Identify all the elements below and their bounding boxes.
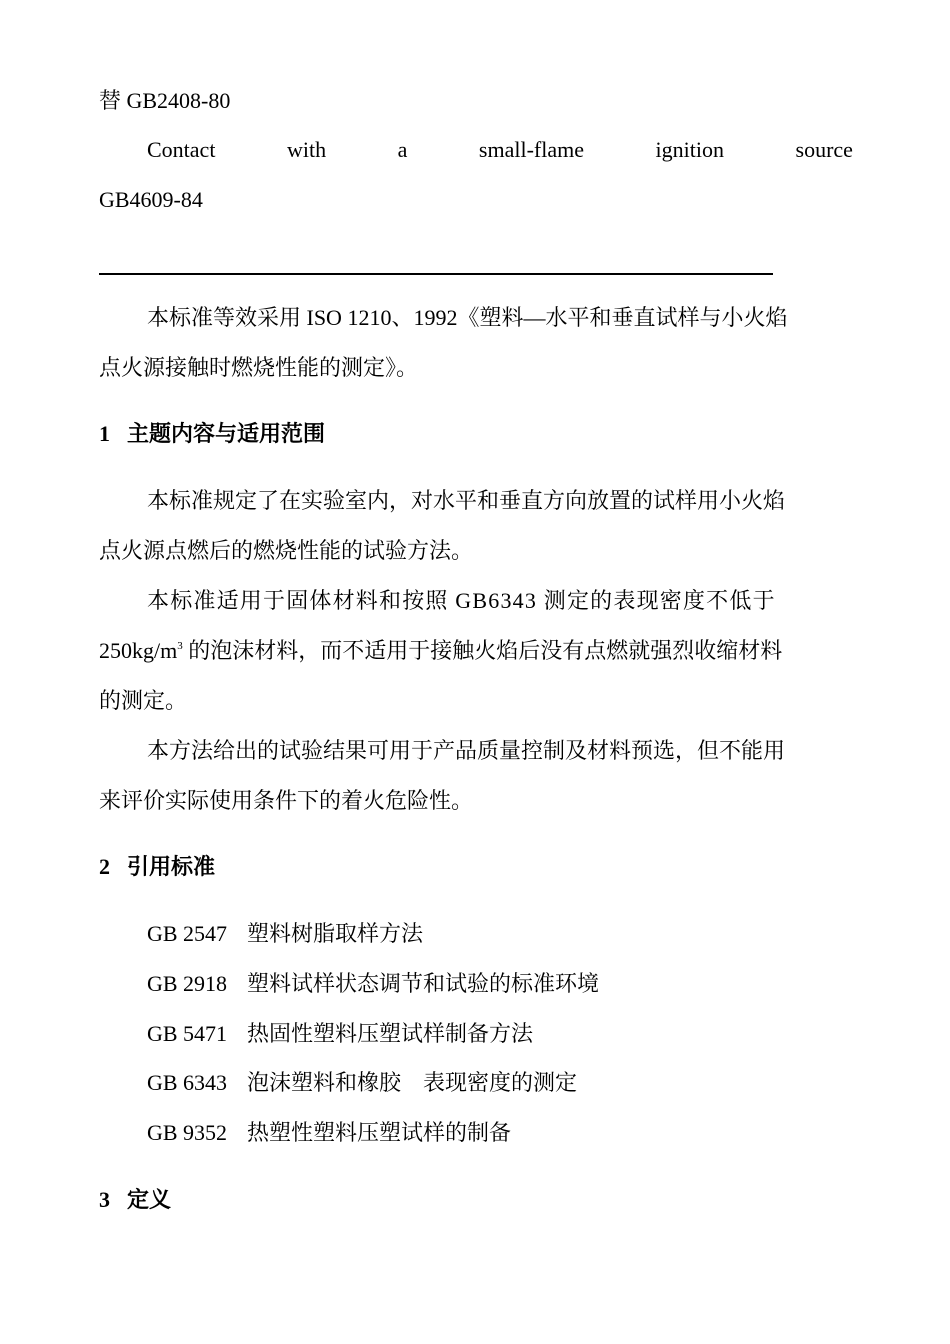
reference-title: 热塑性塑料压塑试样的制备	[247, 1120, 512, 1145]
section-heading-1	[99, 419, 853, 449]
paragraph-line: 本方法给出的试验结果可用于产品质量控制及材料预选，但不能用	[147, 738, 786, 763]
reference-code: GB 2547	[147, 921, 228, 946]
replaces-line-2: GB4609-84	[99, 187, 203, 212]
reference-item	[147, 1118, 853, 1148]
section-number: 2	[99, 854, 110, 879]
reference-item	[147, 1019, 853, 1049]
english-title-word: Contact	[147, 137, 216, 162]
english-title-word: a	[397, 137, 408, 162]
reference-title: 热固性塑料压塑试样制备方法	[247, 1021, 534, 1046]
paragraph-line: 本标准适用于固体材料和按照 GB6343 测定的表现密度不低于	[147, 588, 776, 613]
paragraph-text: 的泡沫材料，而不适用于接触火焰后没有点燃就强烈收缩材料	[188, 638, 783, 663]
reference-item	[147, 969, 853, 999]
section-title: 主题内容与适用范围	[127, 421, 326, 446]
reference-title: 塑料树脂取样方法	[247, 921, 424, 946]
superscript: 3	[177, 640, 183, 652]
section-number: 3	[99, 1187, 110, 1212]
reference-code: GB 5471	[147, 1021, 228, 1046]
density-value: 250kg/m	[99, 638, 178, 663]
english-title-line	[147, 135, 853, 165]
section-title: 定义	[127, 1187, 172, 1212]
reference-code: GB 9352	[147, 1120, 228, 1145]
section-heading-3	[99, 1185, 853, 1215]
english-title-word: with	[286, 137, 327, 162]
reference-title: 塑料试样状态调节和试验的标准环境	[247, 971, 600, 996]
reference-item	[147, 919, 853, 949]
reference-title: 泡沫塑料和橡胶 表现密度的测定	[247, 1070, 578, 1095]
paragraph-line: 来评价实际使用条件下的着火危险性。	[99, 788, 474, 813]
english-title-word: small-flame	[478, 137, 584, 162]
section-title: 引用标准	[127, 854, 216, 879]
paragraph-line: 的测定。	[99, 688, 188, 713]
paragraph-line: 本标准规定了在实验室内，对水平和垂直方向放置的试样用小火焰	[147, 488, 786, 513]
english-title-word: ignition	[655, 137, 724, 162]
reference-code: GB 6343	[147, 1070, 228, 1095]
section-number: 1	[99, 421, 110, 446]
english-title-word: source	[795, 137, 853, 162]
paragraph-line	[99, 636, 853, 666]
horizontal-rule	[99, 273, 773, 275]
reference-code: GB 2918	[147, 971, 228, 996]
reference-item	[147, 1068, 853, 1098]
replaces-line: 替 GB2408-80	[99, 88, 231, 113]
section-heading-2	[99, 852, 853, 882]
intro-paragraph-line: 本标准等效采用 ISO 1210、1992《塑料—水平和垂直试样与小火焰	[147, 305, 788, 330]
paragraph-line: 点火源点燃后的燃烧性能的试验方法。	[99, 538, 474, 563]
intro-paragraph-line: 点火源接触时燃烧性能的测定》。	[99, 355, 419, 380]
